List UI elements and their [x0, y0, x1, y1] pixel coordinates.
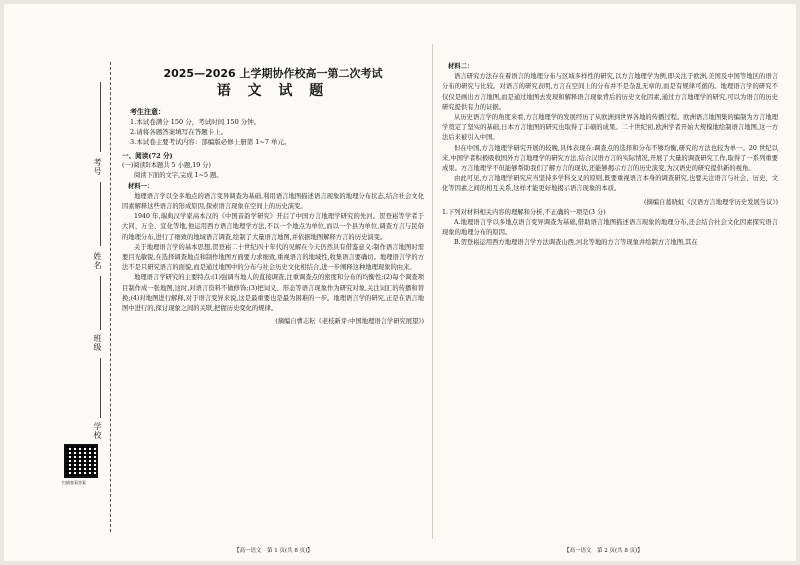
paragraph: 由此可见,方言地理学研究应当坚持多学科交叉的原则,既要重视语言本身的调查研究,也要关注语言与社会、历史、文化等因素之间的相互关系,这样才能更好地揭示语言现象的本质。 — [442, 175, 778, 193]
notes-heading: 考生注意： — [130, 107, 165, 116]
question-option: B.贺登崧运用西方地理语言学方法调查山西,河北等地的方言等现象并绘制方言地图,其在 — [454, 239, 698, 247]
notes-item: 2.请将各题答案填写在答题卡上。 — [130, 128, 228, 136]
binding-line — [100, 82, 101, 152]
binding-field-school: 学校 — [93, 422, 102, 440]
section-heading: 一、阅读(72 分) — [122, 152, 173, 160]
question-option: A.地理语言学以多地点语言变异调查为基础,借助语言地图描述语言现象的地理分布,还会结合社会文化因素探究语言现象的地理分布的原因。 — [442, 219, 778, 237]
notes-item: 1.本试卷满分 150 分，考试时间 150 分钟。 — [130, 118, 261, 126]
candidate-notes — [130, 107, 424, 147]
paragraph: 关于地理语言学的基本思想,贺登崧二十世纪四十年代的见解在今天仍然具有借鉴意义:制作语言地图时需要目光敏锐,在选择调查地点和制作地图方面要力求细致,重视语言的地域性,收集语言要确切。地理语言学的方法不是只研究语言的面貌,而是通过地图中的分布与社会历史文化相结合,进一步阐释这种地理现象的由来。 — [122, 243, 424, 272]
binding-field-exam-number: 考号 — [93, 158, 102, 176]
binding-field-name: 姓名 — [93, 252, 102, 270]
binding-line — [100, 358, 101, 418]
source-citation: (摘编自葛晓虹《汉语方言地理学历史发展刍议》) — [644, 198, 778, 206]
paragraph: 语言研究方法存在着语言的地理分布与区域多样性的研究,以方言地理学为例,即关注于欧洲,美国及中国等地区的语言分布的研究与比较。对语言的研究表明,方言在空间上的分布并不是杂乱无章的,而是有规律可循的。地理语言学的研究不仅仅是画出方言地图,而是通过地图去发现和解释语言现象背后的历史文化因素,通过方言地理学的研究,可以为语言的历史研究提供有力的证据。 — [442, 73, 778, 111]
page-2-column — [442, 62, 778, 249]
notes-item: 3.本试卷主要考试内容：部编版必修上册第 1~7 单元。 — [130, 138, 291, 146]
binding-line — [100, 182, 101, 246]
exam-subject: 语 文 试 题 — [216, 83, 330, 99]
page-1-column — [122, 44, 424, 327]
qr-caption: 扫描查看答案 — [62, 480, 86, 485]
paragraph: 地理语言学以全多地点的语言变异调查为基础,利用语言地图描述语言现象的地理分布状态,结合社会文化因素解释这些语言的形成原因,探索语言现象在空间上的历史演变。 — [122, 192, 424, 211]
exam-sheet — [4, 4, 796, 561]
source-citation: (摘编自曹志耘《老枝新芽:中国地理语言学研究展望》) — [275, 318, 424, 326]
page-divider — [432, 44, 433, 539]
exam-title: 2025—2026 上学期协作校高一第二次考试 — [163, 67, 383, 80]
page-2-footer: 【高一语文 第 2 页(共 8 页)】 — [564, 548, 643, 554]
part-heading: (一)阅读Ⅰ(本题共 5 小题,19 分) — [122, 162, 212, 170]
instruction-text: 阅读下面的文字,完成 1~5 题。 — [134, 172, 223, 180]
binding-field-class: 班级 — [93, 334, 102, 352]
binding-line — [100, 276, 101, 330]
binding-cut-line — [110, 62, 111, 532]
material-1-label: 材料一： — [128, 182, 154, 190]
paragraph: 地理语言学研究的主要特点:(1)强调当地人的直接调查,注重调查点的密度和分布的均衡性;(2)每个调查项目制作成一张地图,这时,对语言资料不做修饰;(3)把词义、形态等语言现象作为研究对象,关注词汇的传播和替换;(4)对地图进行解释,对于语言变异来说,这是最重要也是最为困难的一步。地理语言学的研究,正是在语言地图中进行的,探讨现象之间的关联,把握历史变化的规律。 — [122, 274, 424, 313]
page-1-footer: 【高一语文 第 1 页(共 8 页)】 — [234, 548, 313, 554]
qr-code — [64, 444, 98, 478]
paragraph: 1940 年,瑞典汉学家高本汉的《中国音韵学研究》开启了中国方言地理学研究的先河。贺登崧等学者于大同、万全、宣化等地,他运用西方语言地理学方法,不以一个地点为单位,而以一个县为单位,调查方言与民俗的地理分布,进行了细致的地域语言调查,绘制了大量语言地图,并依据地图解释方言的历史演变。 — [122, 213, 424, 241]
paragraph: 从历史语言学的角度来看,方言地理学的发展经历了从欧洲到世界各地的传播过程。欧洲语言地图集的编制为方言地理学奠定了坚实的基础,日本方言地图的研究也取得了丰硕的成果。二十世纪初,欧洲学者开始大规模地绘制语言地图,这一方法后来被引入中国。 — [442, 114, 778, 142]
paragraph: 但在中国,方言地理学研究开展的较晚,具体表现在:调查点的选择和分布不够均衡,研究的方法也较为单一。20 世纪以来,中国学者积极吸收国外方言地理学的研究方法,结合汉语方言的实际情况,开展了大量的调查研究工作,取得了一系列重要成果。方言地理学不但能够帮助我们了解方言的现状,还能够揭示方言的历史演变,为汉语史的研究提供新的视角。 — [442, 144, 778, 173]
material-2-label: 材料二： — [448, 63, 474, 70]
question-stem: 1.下列对材料相关内容的理解和分析,不正确的一项是(3 分) — [442, 208, 606, 216]
